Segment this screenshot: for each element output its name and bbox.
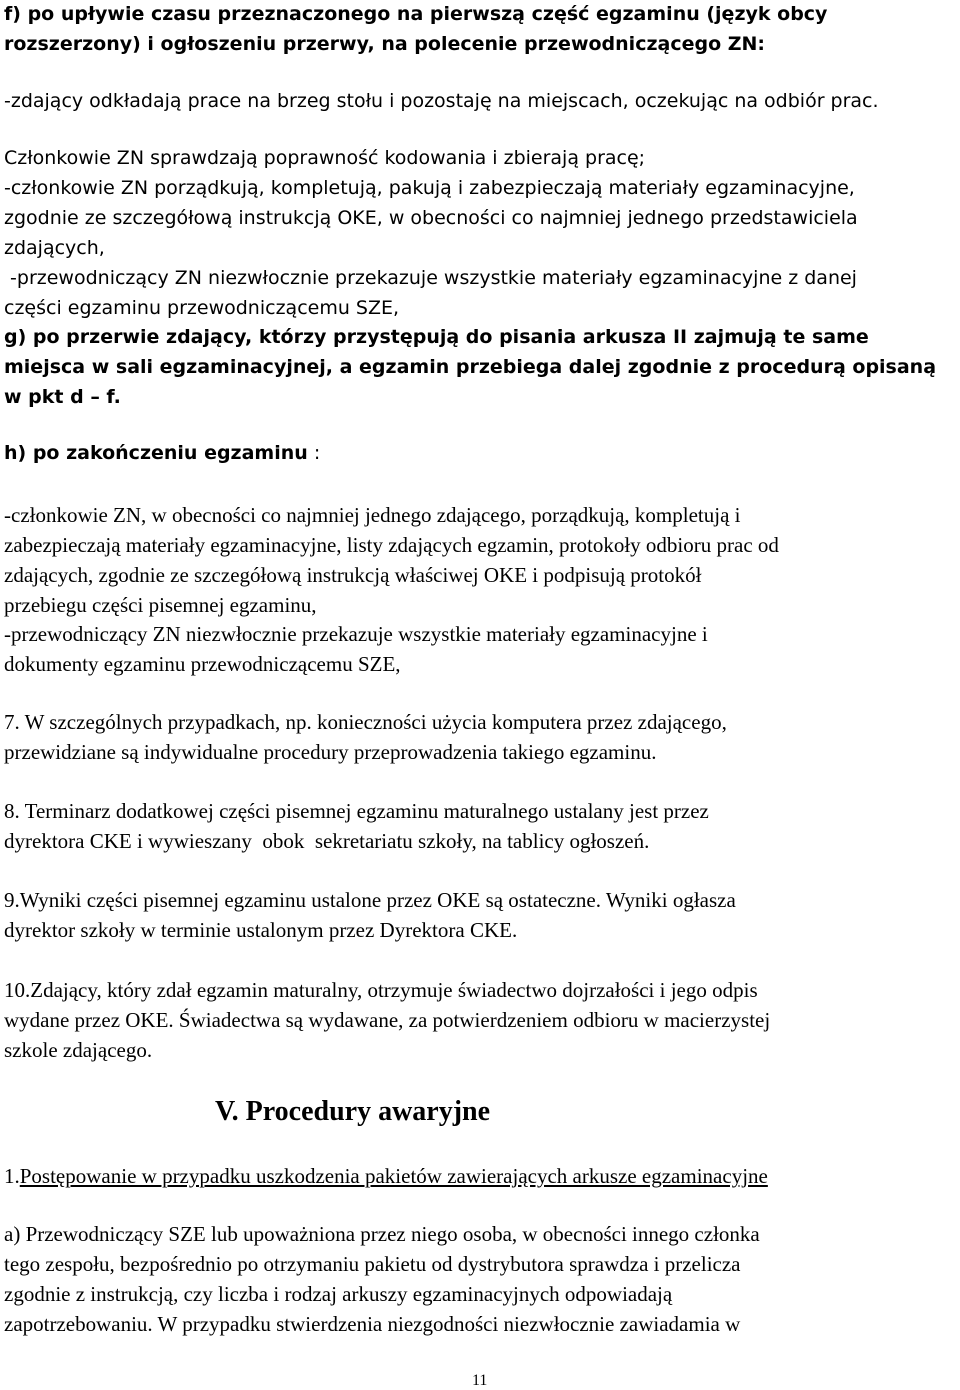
section-h-heading xyxy=(4,442,320,464)
item-1-number: 1. xyxy=(4,1164,20,1188)
item-1a-line: tego zespołu, bezpośrednio po otrzymaniu pakietu od dystrybutora sprawdza i przelicza xyxy=(4,1252,741,1276)
paragraph-line: -zdający odkładają prace na brzeg stołu i pozostaję na miejscach, oczekując na odbiór prac. xyxy=(4,90,879,112)
point-8-line: dyrektora CKE i wywieszany obok sekretariatu szkoły, na tablicy ogłoszeń. xyxy=(4,829,650,853)
point-9-line: dyrektor szkoły w terminie ustalonym przez Dyrektora CKE. xyxy=(4,918,518,942)
point-10-line: szkole zdającego. xyxy=(4,1038,153,1062)
paragraph-line: -przewodniczący ZN niezwłocznie przekazuje wszystkie materiały egzaminacyjne i xyxy=(4,622,708,646)
section-h-colon: : xyxy=(307,442,321,464)
paragraph-line: zgodnie ze szczegółową instrukcją OKE, w obecności co najmniej jednego przedstawiciela xyxy=(4,207,858,229)
item-1a-line: zgodnie z instrukcją, czy liczba i rodzaj arkuszy egzaminacyjnych odpowiadają xyxy=(4,1282,673,1306)
item-1a-line: a) Przewodniczący SZE lub upoważniona przez niego osoba, w obecności innego członka xyxy=(4,1222,760,1246)
page-number: 11 xyxy=(472,1372,488,1389)
paragraph-line: zdających, xyxy=(4,237,105,259)
point-10-line: 10.Zdający, który zdał egzamin maturalny, otrzymuje świadectwo dojrzałości i jego odpis xyxy=(4,978,758,1002)
item-1-title: Postępowanie w przypadku uszkodzenia pakietów zawierających arkusze egzaminacyjne xyxy=(19,1164,768,1188)
point-9-line: 9.Wyniki części pisemnej egzaminu ustalone przez OKE są ostateczne. Wyniki ogłasza xyxy=(4,888,736,912)
paragraph-line: Członkowie ZN sprawdzają poprawność kodowania i zbierają pracę; xyxy=(4,147,646,169)
paragraph-line: -członkowie ZN, w obecności co najmniej jednego zdającego, porządkują, kompletują i xyxy=(4,503,741,527)
section-g-line: miejsca w sali egzaminacyjnej, a egzamin przebiega dalej zgodnie z procedurą opisaną xyxy=(4,356,937,378)
paragraph-line: części egzaminu przewodniczącemu SZE, xyxy=(4,297,400,319)
paragraph-line: zabezpieczają materiały egzaminacyjne, listy zdających egzamin, protokoły odbioru prac od xyxy=(4,533,779,557)
point-8-line: 8. Terminarz dodatkowej części pisemnej egzaminu maturalnego ustalany jest przez xyxy=(4,799,709,823)
item-1a-line: zapotrzebowaniu. W przypadku stwierdzenia niezgodności niezwłocznie zawiadamia w xyxy=(4,1312,741,1336)
item-1-heading xyxy=(4,1164,768,1189)
point-10-line: wydane przez OKE. Świadectwa są wydawane, za potwierdzeniem odbioru w macierzystej xyxy=(4,1008,771,1032)
section-f-line: f) po upływie czasu przeznaczonego na pierwszą część egzaminu (język obcy xyxy=(4,3,828,25)
section-g-line: g) po przerwie zdający, którzy przystępują do pisania arkusza II zajmują te same xyxy=(4,326,869,348)
chapter-heading: V. Procedury awaryjne xyxy=(215,1096,491,1127)
point-7-line: 7. W szczególnych przypadkach, np. konieczności użycia komputera przez zdającego, xyxy=(4,710,727,734)
section-f-line: rozszerzony) i ogłoszeniu przerwy, na polecenie przewodniczącego ZN: xyxy=(4,33,766,55)
paragraph-line: -przewodniczący ZN niezwłocznie przekazuje wszystkie materiały egzaminacyjne z danej xyxy=(4,267,857,289)
paragraph-line: przebiegu części pisemnej egzaminu, xyxy=(4,593,317,617)
paragraph-line: dokumenty egzaminu przewodniczącemu SZE, xyxy=(4,652,401,676)
section-g-line: w pkt d – f. xyxy=(4,386,121,408)
point-7-line: przewidziane są indywidualne procedury przeprowadzenia takiego egzaminu. xyxy=(4,740,657,764)
paragraph-line: zdających, zgodnie ze szczegółową instrukcją właściwej OKE i podpisują protokół xyxy=(4,563,702,587)
section-h-title: h) po zakończeniu egzaminu xyxy=(4,442,308,464)
paragraph-line: -członkowie ZN porządkują, kompletują, pakują i zabezpieczają materiały egzaminacyjne, xyxy=(4,177,855,199)
